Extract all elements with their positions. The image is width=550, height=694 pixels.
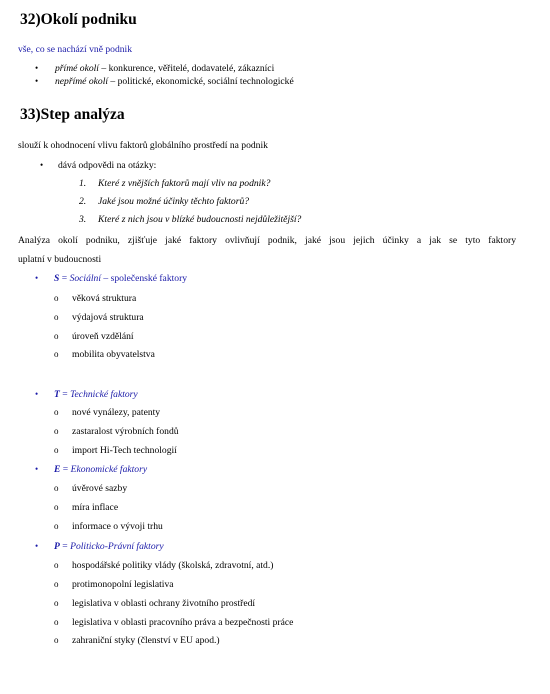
- factor-e-name: Ekonomické faktory: [70, 464, 148, 475]
- circle-bullet-icon: o: [54, 349, 59, 359]
- circle-bullet-icon: o: [54, 331, 59, 341]
- factor-p-letter: P: [54, 541, 60, 552]
- factor-e-item: míra inflace: [72, 502, 119, 513]
- factor-t-item: zastaralost výrobních fondů: [72, 426, 179, 437]
- factor-p-item: protimonopolní legislativa: [72, 579, 174, 590]
- factor-p-item: hospodářské politiky vlády (školská, zdravotní, atd.): [72, 560, 274, 571]
- factor-e-letter: E: [54, 464, 61, 475]
- bullet-item-indirect: [55, 76, 294, 88]
- factor-s-item: věková struktura: [72, 293, 137, 304]
- circle-bullet-icon: o: [54, 293, 59, 303]
- question-2-number: 2.: [79, 196, 87, 207]
- circle-bullet-icon: o: [54, 426, 59, 436]
- circle-bullet-icon: o: [54, 560, 59, 570]
- factor-p-heading: [54, 541, 164, 553]
- circle-bullet-icon: o: [54, 445, 59, 455]
- question-3: Které z nich jsou v blízké budoucnosti nejdůležitější?: [98, 214, 302, 225]
- analysis-text-line-2: uplatní v budoucnosti: [18, 254, 102, 265]
- circle-bullet-icon: o: [54, 579, 59, 589]
- factor-s-item: úroveň vzdělání: [72, 331, 134, 342]
- factor-e-eq: =: [60, 464, 71, 475]
- factor-s-letter: S: [54, 273, 60, 284]
- factor-p-name: Politicko-Právní faktory: [70, 541, 164, 552]
- factor-t-letter: T: [54, 389, 60, 400]
- question-1: Které z vnějších faktorů mají vliv na podnik?: [98, 178, 271, 189]
- term-indirect: nepřímé okolí: [55, 76, 109, 87]
- question-1-number: 1.: [79, 178, 87, 189]
- bullet-icon: •: [35, 273, 39, 283]
- section-33-intro: slouží k ohodnocení vlivu faktorů globálního prostředí na podnik: [18, 140, 268, 151]
- circle-bullet-icon: o: [54, 635, 59, 645]
- bullet-icon: •: [35, 464, 39, 474]
- circle-bullet-icon: o: [54, 312, 59, 322]
- factor-t-item: import Hi-Tech technologií: [72, 445, 177, 456]
- circle-bullet-icon: o: [54, 521, 59, 531]
- factor-s-eq: =: [59, 273, 70, 284]
- text-direct: – konkurence, věřitelé, dodavatelé, zákazníci: [98, 63, 275, 74]
- bullet-icon: •: [35, 541, 39, 551]
- factor-t-eq: =: [59, 389, 71, 400]
- section-32-heading: 32)Okolí podniku: [20, 11, 137, 28]
- bullet-icon: •: [35, 389, 39, 399]
- text-indirect: – politické, ekonomické, sociální technologické: [108, 76, 294, 87]
- factor-e-heading: [54, 464, 147, 476]
- circle-bullet-icon: o: [54, 502, 59, 512]
- bullet-icon: •: [35, 63, 39, 73]
- term-direct: přímé okolí: [55, 63, 99, 74]
- bullet-item-direct: [55, 63, 274, 75]
- factor-s-item: mobilita obyvatelstva: [72, 349, 155, 360]
- factor-s-heading: [54, 273, 187, 285]
- section-33-heading: 33)Step analýza: [20, 106, 125, 123]
- factor-p-item: legislativa v oblasti pracovního práva a bezpečnosti práce: [72, 617, 294, 628]
- analysis-text-line-1: Analýza okolí podniku, zjišťuje jaké faktory ovlivňují podnik, jaké jsou jejich účinky a jak se tyto faktory: [18, 235, 516, 246]
- factor-p-eq: =: [59, 541, 71, 552]
- answers-label: dává odpovědi na otázky:: [58, 160, 157, 171]
- factor-e-item: informace o vývoji trhu: [72, 521, 163, 532]
- factor-s-item: výdajová struktura: [72, 312, 144, 323]
- circle-bullet-icon: o: [54, 598, 59, 608]
- section-32-definition: vše, co se nachází vně podnik: [18, 44, 133, 55]
- factor-t-heading: [54, 389, 138, 401]
- factor-p-item: legislativa v oblasti ochrany životního prostředí: [72, 598, 256, 609]
- circle-bullet-icon: o: [54, 617, 59, 627]
- circle-bullet-icon: o: [54, 407, 59, 417]
- circle-bullet-icon: o: [54, 483, 59, 493]
- factor-s-name: Sociální: [69, 273, 102, 284]
- question-3-number: 3.: [79, 214, 87, 225]
- bullet-icon: •: [40, 160, 44, 170]
- question-2: Jaké jsou možné účinky těchto faktorů?: [98, 196, 250, 207]
- factor-p-item: zahraniční styky (členství v EU apod.): [72, 635, 220, 646]
- factor-e-item: úvěrové sazby: [72, 483, 128, 494]
- factor-t-name: Technické faktory: [70, 389, 138, 400]
- bullet-icon: •: [35, 76, 39, 86]
- factor-t-item: nové vynálezy, patenty: [72, 407, 161, 418]
- factor-s-suffix: – společenské faktory: [101, 273, 188, 284]
